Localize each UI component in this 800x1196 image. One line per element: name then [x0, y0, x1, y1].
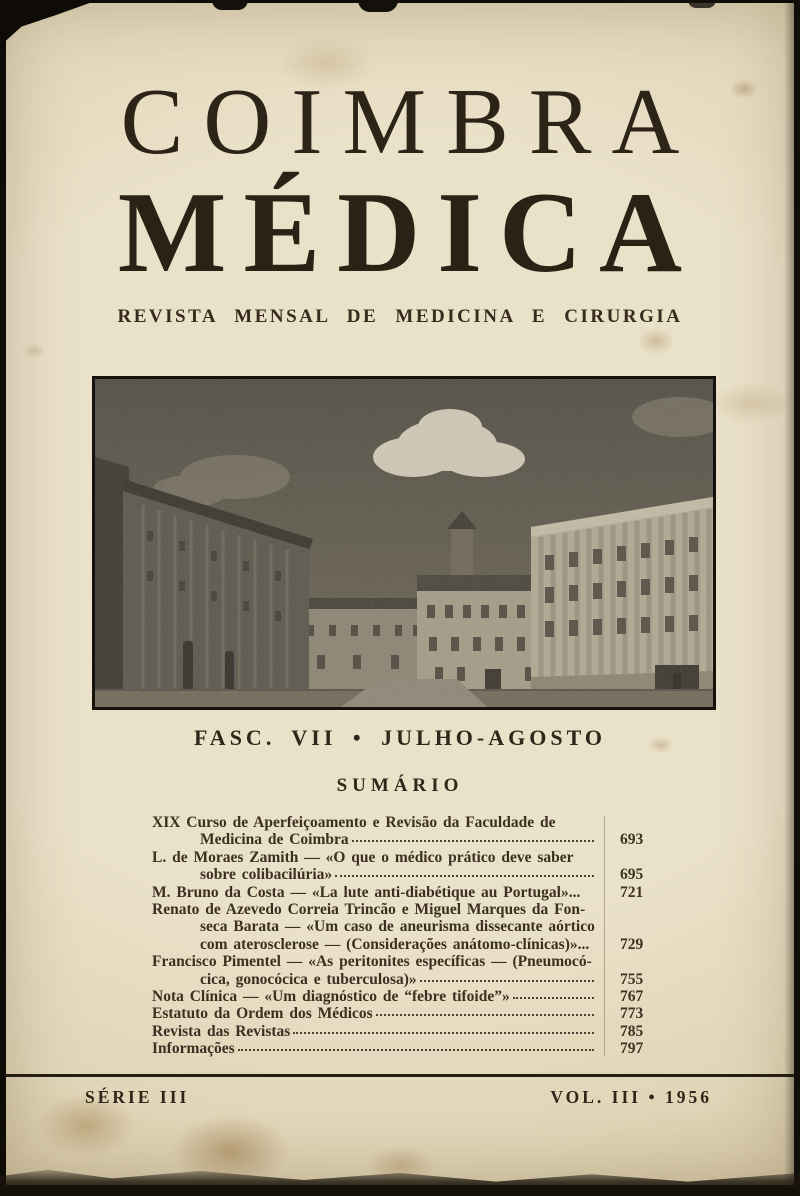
toc-entry-text: Francisco Pimentel — «As peritonites específicas — (Pneumocó-	[152, 953, 592, 971]
toc-page-number: 695	[620, 866, 644, 884]
toc-row	[152, 1005, 684, 1022]
toc-entry-text: cica, gonocócica e tuberculosa)»	[200, 970, 417, 988]
toc-page-number: 767	[620, 988, 644, 1006]
toc-row	[152, 849, 684, 866]
toc-row	[152, 831, 684, 848]
journal-subtitle: REVISTA MENSAL DE MEDICINA E CIRURGIA	[117, 306, 683, 327]
toc-entry-text: Renato de Azevedo Correia Trincão e Miguel Marques da Fon-	[152, 901, 586, 919]
toc-entry-text: Medicina de Coimbra	[200, 831, 349, 849]
cover-photo	[92, 376, 716, 710]
toc-page-number: 721	[620, 883, 644, 901]
toc-page-number: 729	[620, 935, 644, 953]
toc-list	[152, 814, 684, 1058]
toc-page-number: 797	[620, 1040, 644, 1058]
volume-label: VOL. III • 1956	[550, 1087, 712, 1107]
toc-page-number: 785	[620, 1022, 644, 1040]
toc-page-number: 755	[620, 970, 644, 988]
footer-rule	[6, 1074, 794, 1077]
toc-page-number: 773	[620, 1005, 644, 1023]
toc-leader-dots	[238, 1049, 594, 1051]
toc-leader-dots	[376, 1014, 594, 1016]
toc-entry-text: M. Bruno da Costa — «La lute anti-diabétique au Portugal»...	[152, 883, 581, 901]
series-label: SÉRIE III	[85, 1087, 190, 1107]
toc-row	[152, 814, 684, 831]
journal-title-line2: MÉDICA	[117, 169, 700, 296]
toc-row	[152, 918, 684, 935]
journal-cover-page	[6, 3, 794, 1185]
toc-leader-dots	[352, 840, 594, 842]
toc-entry-text: Estatuto da Ordem dos Médicos	[152, 1005, 373, 1023]
university-courtyard-illustration	[95, 379, 713, 707]
toc-row	[152, 884, 684, 901]
toc-entry-text: com aterosclerose — (Considerações anátomo-clínicas)»...	[200, 935, 590, 953]
toc-entry-text: Revista das Revistas	[152, 1022, 291, 1040]
toc-leader-dots	[293, 1032, 594, 1034]
toc-row	[152, 866, 684, 883]
toc-row	[152, 901, 684, 918]
toc-entry-text: sobre colibacilúria»	[200, 866, 333, 884]
top-edge-mark	[358, 0, 398, 12]
toc-leader-dots	[420, 980, 594, 982]
right-edge-shadow	[784, 0, 800, 1196]
toc-entry-text: seca Barata — «Um caso de aneurisma dissecante aórtico	[200, 918, 595, 936]
summary-heading: SUMÁRIO	[336, 775, 464, 796]
top-edge-mark	[212, 0, 248, 10]
toc-entry-text: XIX Curso de Aperfeiçoamento e Revisão da Faculdade de	[152, 814, 556, 831]
toc-row	[152, 1040, 684, 1057]
toc-row	[152, 953, 684, 970]
toc-row	[152, 988, 684, 1005]
toc-row	[152, 936, 684, 953]
toc-leader-dots	[335, 875, 594, 877]
toc-row	[152, 1023, 684, 1040]
toc-entry-text: L. de Moraes Zamith — «O que o médico prático deve saber	[152, 848, 574, 866]
top-edge-mark	[688, 0, 716, 8]
toc-page-number: 693	[620, 831, 644, 849]
toc-entry-text: Nota Clínica — «Um diagnóstico de “febre tifoide”»	[152, 988, 510, 1006]
issue-fascicle-line: FASC. VII • JULHO-AGOSTO	[194, 725, 606, 750]
toc-row	[152, 971, 684, 988]
toc-leader-dots	[513, 997, 594, 999]
journal-title-line1: COIMBRA	[120, 70, 700, 174]
toc-entry-text: Informações	[152, 1040, 235, 1058]
